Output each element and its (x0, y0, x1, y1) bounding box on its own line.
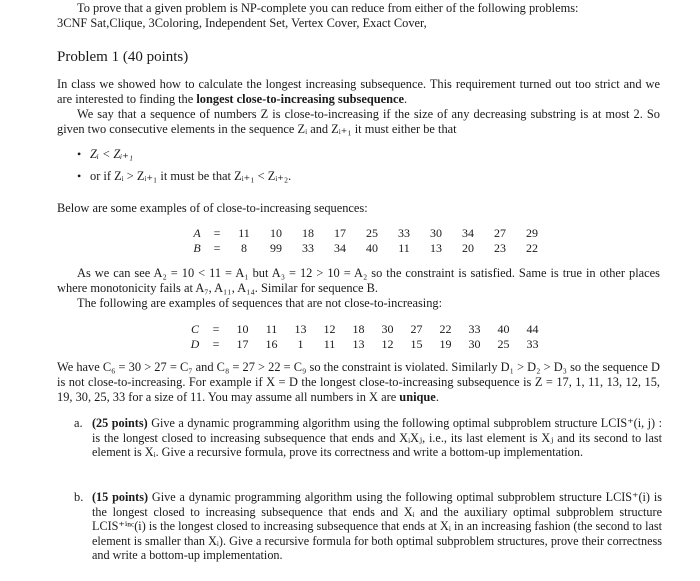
bullet-condition-1: Zᵢ < Zᵢ₊₁ (90, 147, 134, 161)
row-label: D (190, 337, 200, 351)
part-a-text: Give a dynamic programming algorithm using the following optimal subproblem structure LCIS⁺(i, j) : is the longest closed to increasing subsequence that ends and XᵢXⱼ, i.e., its last element is Xⱼ and its second to last element is Xᵢ. Give a recursive formula, prove its correctness and write a bottom-up implementation. (92, 416, 662, 460)
period: . (435, 390, 439, 404)
equals-sign: = (213, 226, 221, 240)
cell: 22 (526, 241, 538, 255)
cell: 40 (366, 241, 378, 255)
paragraph-violation-text: We have C₆ = 30 > 27 = C₇ and C₈ = 27 > 22 = C₉ so the constraint is violated. Similarly D₁ > D₂ > D₃ so the sequence D is not close-to-increasing. For example if X = D the longest close-to-increasing subsequence is Z = 17, 1, 11, 13, 12, 15, 19, 30, 25, 33 for a size of 11. You may assume all numbers in X are (57, 360, 660, 404)
intro-line-2: 3CNF Sat,Clique, 3Coloring, Independent Set, Vertex Cover, Exact Cover, (57, 16, 427, 30)
cell: 30 (381, 322, 394, 336)
cell: 15 (410, 337, 423, 351)
row-label: B (193, 241, 201, 255)
cell: 40 (497, 322, 510, 336)
part-b-question (92, 490, 662, 563)
emphasis-unique: unique (399, 390, 436, 404)
table-row (188, 241, 548, 256)
equals-sign: = (213, 241, 221, 255)
table-row (186, 337, 547, 352)
table-row (186, 322, 547, 337)
cell: 34 (462, 226, 474, 240)
sequence-table-cd (186, 322, 547, 352)
cell: 25 (497, 337, 510, 351)
cell: 23 (494, 241, 506, 255)
cell: 11 (398, 241, 410, 255)
row-label: A (193, 226, 201, 240)
cell: 33 (398, 226, 410, 240)
part-a-points: (25 points) (92, 416, 148, 430)
paragraph-example-explanation: As we can see A₂ = 10 < 11 = A₁ but A₃ = 12 > 10 = A₂ so the constraint is satisfied. Same is true in other places where monotonicity fails at A₇, A₁₁, A₁₄. Similar for sequence B. (57, 266, 660, 295)
cell: 27 (410, 322, 423, 336)
cell: 12 (381, 337, 394, 351)
equals-sign: = (212, 337, 220, 351)
cell: 18 (302, 226, 314, 240)
cell: 17 (236, 337, 249, 351)
cell: 10 (270, 226, 282, 240)
bullet-condition-2: or if Zᵢ > Zᵢ₊₁ it must be that Zᵢ₊₁ < Zᵢ₊₂. (90, 169, 292, 183)
paragraph-intro-text: In class we showed how to calculate the longest increasing subsequence. This requirement turned out too strict and we are interested to finding the (57, 77, 660, 106)
paragraph-intro (57, 77, 660, 107)
cell: 33 (468, 322, 481, 336)
cell: 17 (334, 226, 346, 240)
cell: 27 (494, 226, 506, 240)
paragraph-violation-explanation (57, 360, 660, 405)
cell: 99 (270, 241, 282, 255)
cell: 20 (462, 241, 474, 255)
cell: 10 (236, 322, 249, 336)
intro-line-1: To prove that a given problem is NP-complete you can reduce from either of the following problems: (77, 1, 579, 15)
cell: 13 (294, 322, 307, 336)
part-b-points: (15 points) (92, 490, 149, 504)
equals-sign: = (212, 322, 220, 336)
row-label: C (190, 322, 199, 336)
cell: 25 (366, 226, 378, 240)
cell: 29 (526, 226, 538, 240)
examples-intro: Below are some examples of of close-to-increasing sequences: (57, 201, 368, 215)
cell: 34 (334, 241, 346, 255)
period: . (404, 92, 408, 106)
problem-title: Problem 1 (40 points) (57, 49, 189, 65)
cell: 16 (265, 337, 278, 351)
paragraph-definition: We say that a sequence of numbers Z is close-to-increasing if the size of any decreasing substring is at most 2. So given two consecutive elements in the sequence Zᵢ and Zᵢ₊₁ it must either be that (57, 107, 660, 136)
cell: 12 (323, 322, 336, 336)
part-a-label: a. (74, 416, 83, 430)
part-b-text: Give a dynamic programming algorithm using the following optimal subproblem structure LCIS⁺(i) is the longest closed to increasing subsequence that ends and Xᵢ and the auxiliary optimal subproblem structure LCIS⁺ⁱⁿᶜ(i) is the longest closed to increasing subsequence that ends at Xᵢ in an increasing fashion (the second to last element is smaller than Xᵢ). Give a recursive formula for both optimal subproblem structures, prove their correctness and write a bottom-up implementation. (92, 490, 662, 563)
cell: 8 (241, 241, 247, 255)
cell: 11 (265, 322, 278, 336)
cell: 19 (439, 337, 452, 351)
part-b-label: b. (74, 490, 84, 504)
cell: 13 (430, 241, 442, 255)
cell: 1 (297, 337, 304, 351)
table-row (188, 226, 548, 241)
cell: 18 (352, 322, 365, 336)
emphasis-longest-close-to-increasing: longest close-to-increasing subsequence (196, 92, 405, 106)
cell: 11 (323, 337, 336, 351)
cell: 33 (302, 241, 314, 255)
cell: 30 (468, 337, 481, 351)
cell: 22 (439, 322, 452, 336)
paragraph-counterexamples: The following are examples of sequences that are not close-to-increasing: (77, 296, 443, 310)
bullet-dot-2: • (77, 169, 82, 183)
cell: 33 (526, 337, 539, 351)
cell: 44 (526, 322, 539, 336)
part-a-question (92, 416, 662, 460)
bullet-dot-1: • (77, 147, 82, 161)
cell: 11 (238, 226, 250, 240)
cell: 13 (352, 337, 365, 351)
sequence-table-ab (188, 226, 548, 256)
cell: 30 (430, 226, 442, 240)
